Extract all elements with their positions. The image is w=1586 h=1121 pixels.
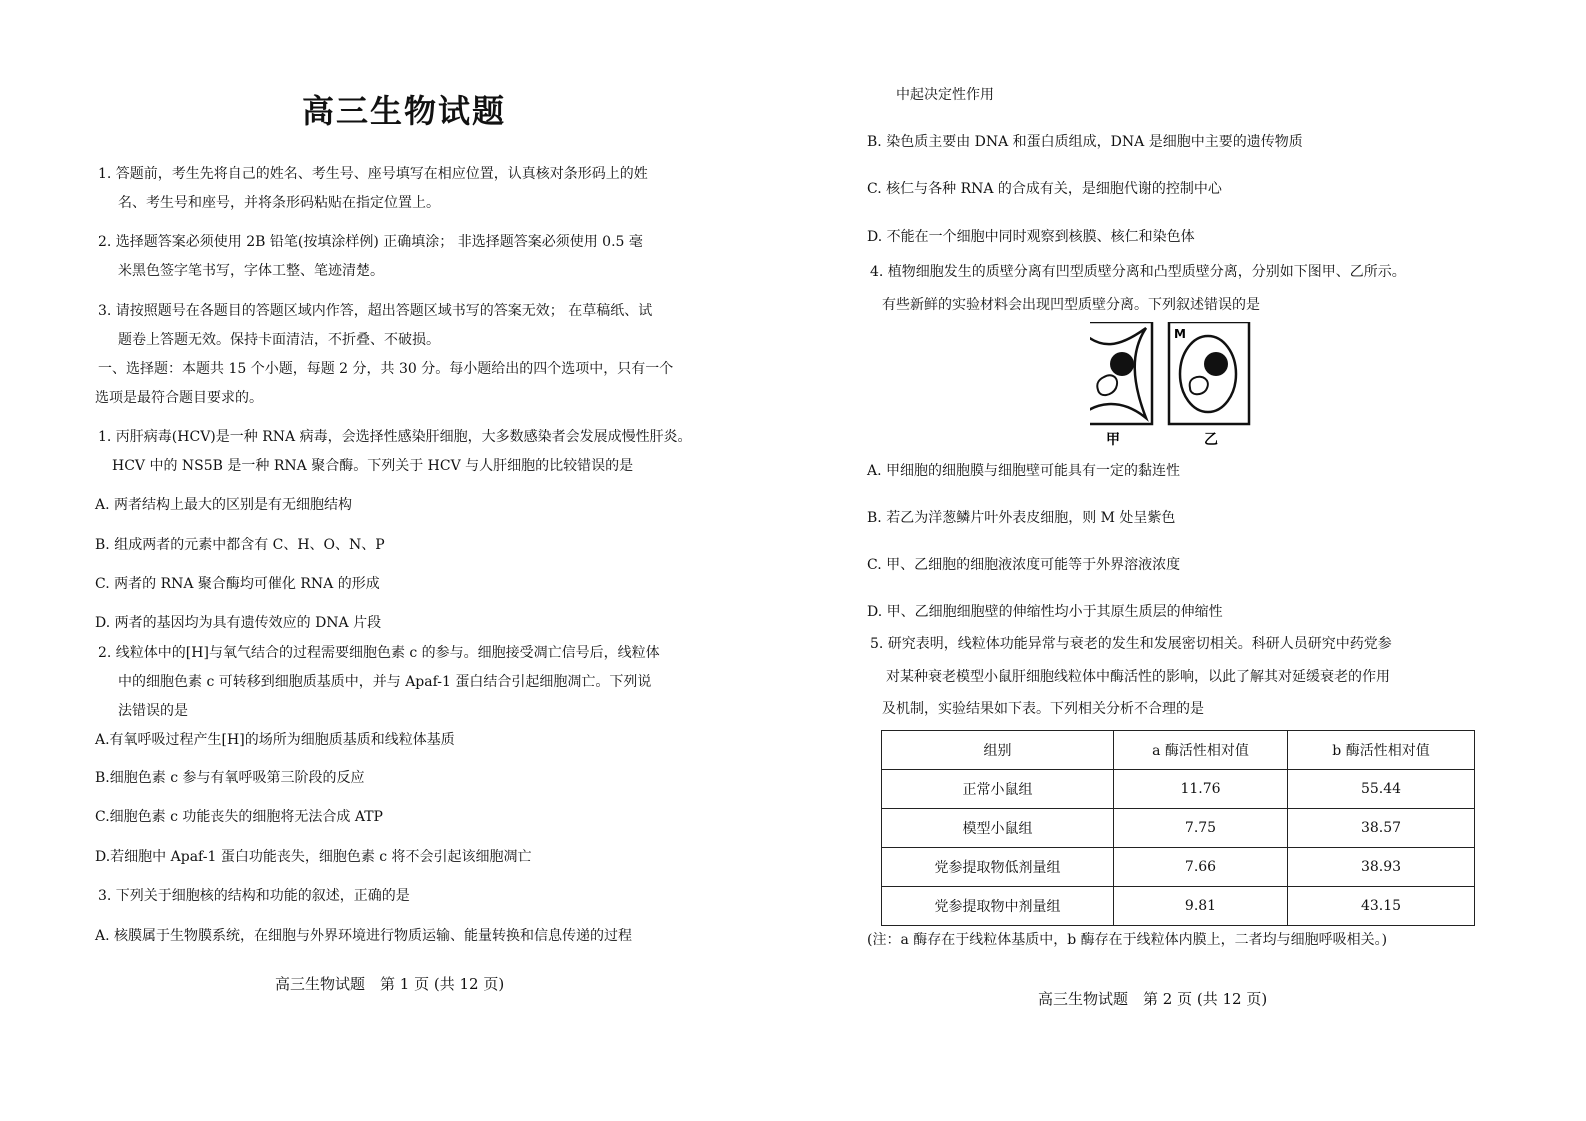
question-stem: HCV 中的 NS5B 是一种 RNA 聚合酶。下列关于 HCV 与人肝细胞的比较错误的是 xyxy=(112,458,634,474)
option: A. 核膜属于生物膜系统，在细胞与外界环境进行物质运输、能量转换和信息传递的过程 xyxy=(95,928,633,944)
cell-diagram xyxy=(1090,322,1490,452)
question-stem: 3. 下列关于细胞核的结构和功能的叙述，正确的是 xyxy=(98,888,410,904)
option-continuation: 中起决定性作用 xyxy=(896,87,994,103)
option: A. 甲细胞的细胞膜与细胞壁可能具有一定的黏连性 xyxy=(867,463,1181,479)
page-title: 高三生物试题 xyxy=(302,92,507,130)
nucleus-yi xyxy=(1204,352,1228,376)
section-heading: 选项是最符合题目要求的。 xyxy=(95,390,263,406)
page-footer: 高三生物试题 第 1 页 (共 12 页) xyxy=(275,975,505,993)
nucleus-jia xyxy=(1110,352,1134,376)
option: C.细胞色素 c 功能丧失的细胞将无法合成 ATP xyxy=(95,809,383,825)
table-header: b 酶活性相对值 xyxy=(1288,731,1475,770)
question-stem: 有些新鲜的实验材料会出现凹型质壁分离。下列叙述错误的是 xyxy=(882,297,1260,313)
option: C. 甲、乙细胞的细胞液浓度可能等于外界溶液浓度 xyxy=(867,557,1181,573)
option: D.若细胞中 Apaf-1 蛋白功能丧失，细胞色素 c 将不会引起该细胞凋亡 xyxy=(95,849,532,865)
page-right xyxy=(790,0,1586,1121)
option: C. 核仁与各种 RNA 的合成有关，是细胞代谢的控制中心 xyxy=(867,181,1222,197)
option: B.细胞色素 c 参与有氧呼吸第三阶段的反应 xyxy=(95,770,365,786)
table-note: (注：a 酶存在于线粒体基质中，b 酶存在于线粒体内膜上，二者均与细胞呼吸相关。) xyxy=(867,932,1388,948)
table-cell: 38.93 xyxy=(1288,848,1475,887)
question-stem: 中的细胞色素 c 可转移到细胞质基质中，并与 Apaf-1 蛋白结合引起细胞凋亡。下列说 xyxy=(118,674,652,690)
option: B. 组成两者的元素中都含有 C、H、O、N、P xyxy=(95,537,385,553)
vacuole-yi xyxy=(1190,377,1208,395)
table-header: 组别 xyxy=(882,731,1114,770)
instruction-line: 题卷上答题无效。保持卡面清洁，不折叠、不破损。 xyxy=(118,332,440,348)
option: D. 两者的基因均为具有遗传效应的 DNA 片段 xyxy=(95,615,382,631)
table-row xyxy=(882,848,1475,887)
option: A.有氧呼吸过程产生[H]的场所为细胞质基质和线粒体基质 xyxy=(95,732,455,748)
question-stem: 5. 研究表明，线粒体功能异常与衰老的发生和发展密切相关。科研人员研究中药党参 xyxy=(870,636,1392,652)
table-cell: 9.81 xyxy=(1114,887,1288,926)
table-cell: 模型小鼠组 xyxy=(882,809,1114,848)
table-cell: 党参提取物中剂量组 xyxy=(882,887,1114,926)
label-jia: 甲 xyxy=(1106,432,1120,448)
table-cell: 党参提取物低剂量组 xyxy=(882,848,1114,887)
label-yi: 乙 xyxy=(1204,432,1218,448)
table-cell: 7.66 xyxy=(1114,848,1288,887)
question-stem: 4. 植物细胞发生的质壁分离有凹型质壁分离和凸型质壁分离，分别如下图甲、乙所示。 xyxy=(870,264,1406,280)
question-stem: 法错误的是 xyxy=(118,703,188,719)
plasmolysis-figure xyxy=(1090,322,1490,452)
option: B. 染色质主要由 DNA 和蛋白质组成，DNA 是细胞中主要的遗传物质 xyxy=(867,134,1303,150)
question-stem: 对某种衰老模型小鼠肝细胞线粒体中酶活性的影响，以此了解其对延缓衰老的作用 xyxy=(886,669,1390,685)
section-heading: 一、选择题：本题共 15 个小题，每题 2 分，共 30 分。每小题给出的四个选项中，只有一个 xyxy=(98,361,674,377)
table-cell: 43.15 xyxy=(1288,887,1475,926)
table-cell: 7.75 xyxy=(1114,809,1288,848)
instruction-line: 米黑色签字笔书写，字体工整、笔迹清楚。 xyxy=(118,263,384,279)
table-header: a 酶活性相对值 xyxy=(1114,731,1288,770)
question-stem: 及机制，实验结果如下表。下列相关分析不合理的是 xyxy=(882,701,1204,717)
table-row xyxy=(882,887,1475,926)
instruction-line: 3. 请按照题号在各题目的答题区域内作答，超出答题区域书写的答案无效； 在草稿纸、试 xyxy=(98,303,653,319)
table-header-row xyxy=(882,731,1475,770)
table-row xyxy=(882,809,1475,848)
table-cell: 55.44 xyxy=(1288,770,1475,809)
instruction-line: 2. 选择题答案必须使用 2B 铅笔(按填涂样例) 正确填涂； 非选择题答案必须使用 0.5 毫 xyxy=(98,234,643,250)
page-left xyxy=(0,0,790,1121)
table-cell: 38.57 xyxy=(1288,809,1475,848)
table-cell: 11.76 xyxy=(1114,770,1288,809)
option: A. 两者结构上最大的区别是有无细胞结构 xyxy=(95,497,353,513)
table-row xyxy=(882,770,1475,809)
option: D. 不能在一个细胞中同时观察到核膜、核仁和染色体 xyxy=(867,229,1195,245)
instruction-line: 1. 答题前，考生先将自己的姓名、考生号、座号填写在相应位置，认真核对条形码上的姓 xyxy=(98,166,648,182)
table-cell: 正常小鼠组 xyxy=(882,770,1114,809)
instruction-line: 名、考生号和座号，并将条形码粘贴在指定位置上。 xyxy=(118,195,440,211)
page-footer: 高三生物试题 第 2 页 (共 12 页) xyxy=(1038,990,1268,1008)
enzyme-activity-table xyxy=(881,730,1475,926)
option: C. 两者的 RNA 聚合酶均可催化 RNA 的形成 xyxy=(95,576,380,592)
label-m: M xyxy=(1174,327,1186,341)
option: B. 若乙为洋葱鳞片叶外表皮细胞，则 M 处呈紫色 xyxy=(867,510,1176,526)
question-stem: 1. 丙肝病毒(HCV)是一种 RNA 病毒，会选择性感染肝细胞，大多数感染者会发展成慢性肝炎。 xyxy=(98,429,692,445)
vacuole-jia xyxy=(1097,375,1117,395)
question-stem: 2. 线粒体中的[H]与氧气结合的过程需要细胞色素 c 的参与。细胞接受凋亡信号后，线粒体 xyxy=(98,645,660,661)
protoplast-yi xyxy=(1180,336,1236,412)
option: D. 甲、乙细胞细胞壁的伸缩性均小于其原生质层的伸缩性 xyxy=(867,604,1223,620)
